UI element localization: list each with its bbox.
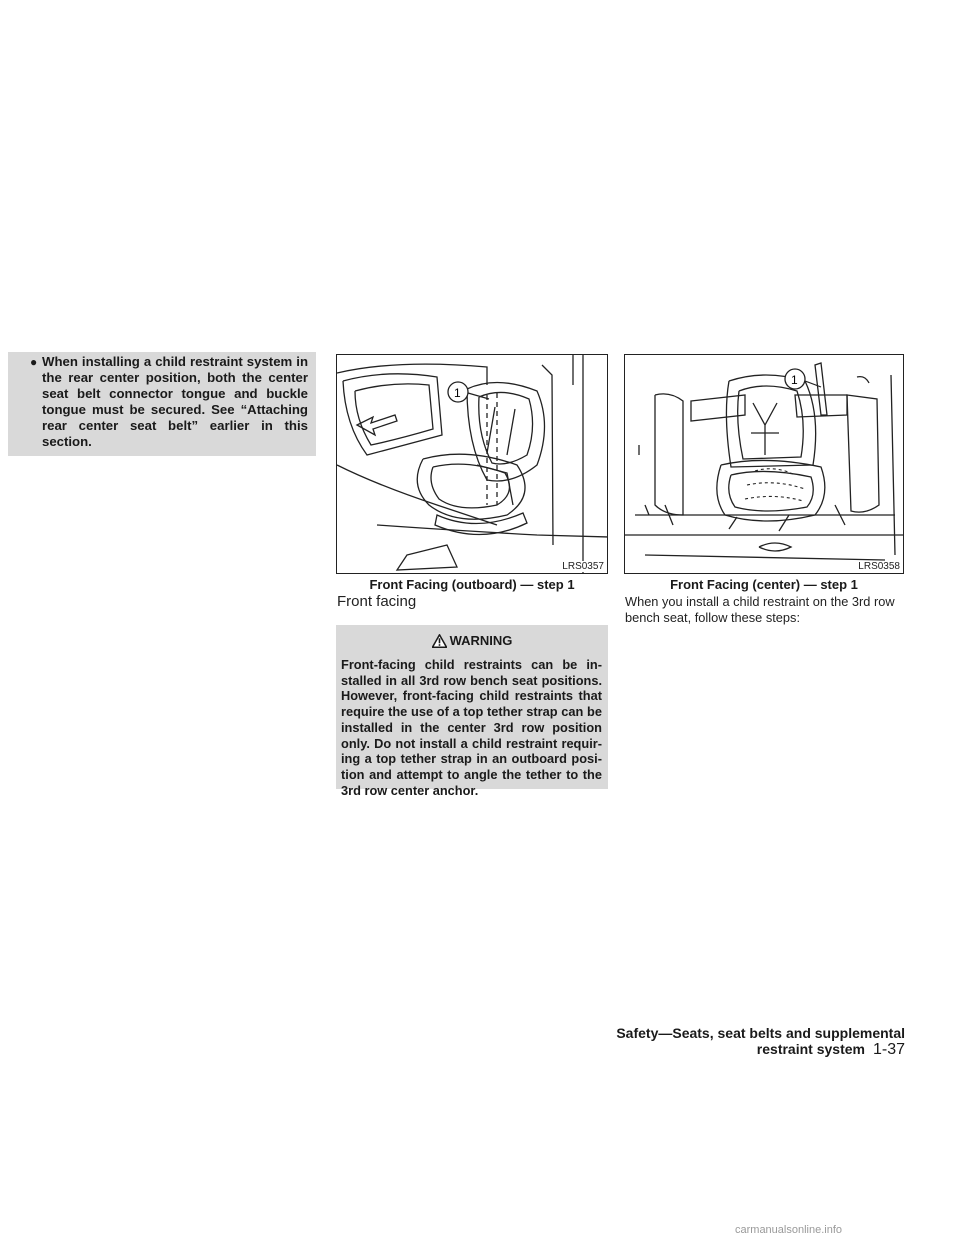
page-number: 1-37 — [872, 1041, 905, 1058]
figure-front-facing-center — [624, 354, 904, 574]
footer-title: Safety—Seats, seat belts and supplemental restraint system — [616, 1025, 905, 1057]
instruction-paragraph: When you install a child restraint on the 3rd row bench seat, follow these steps: — [625, 594, 895, 625]
page-footer — [560, 1025, 905, 1059]
warning-triangle-icon — [432, 634, 447, 648]
note-bullet: ● — [30, 355, 38, 369]
warning-text: Front-facing child restraints can be in-stalled in all 3rd row bench seat positions. However, front-facing child restraints that require the use of a top tether strap can be installed in the center 3rd row position only. Do not install a child restraint requir-ing a top tether strap in an outboard posi-tion and attempt to angle the tether to the 3rd row center anchor. — [341, 657, 602, 798]
figure-left-callout: 1 — [454, 386, 461, 400]
outboard-seat-illustration — [337, 355, 608, 574]
figure-left-caption: Front Facing (outboard) — step 1 — [369, 577, 575, 592]
figure-right-callout: 1 — [791, 373, 798, 387]
center-seat-illustration — [625, 355, 904, 574]
figure-right-caption: Front Facing (center) — step 1 — [670, 577, 858, 592]
figure-right-code: LRS0358 — [858, 561, 900, 572]
installation-note — [8, 352, 316, 456]
section-heading: Front facing — [337, 593, 417, 610]
warning-box — [336, 625, 608, 798]
warning-header — [336, 633, 608, 648]
note-text: When installing a child restraint system in the rear center position, both the center seat belt connector tongue and buckle tongue must be secured. See “Attaching rear center seat belt” earlier in this section. — [42, 354, 308, 449]
figure-left-code: LRS0357 — [562, 561, 604, 572]
watermark: carmanualsonline.info — [735, 1224, 843, 1236]
figure-front-facing-outboard — [336, 354, 608, 574]
warning-title: WARNING — [449, 633, 513, 648]
